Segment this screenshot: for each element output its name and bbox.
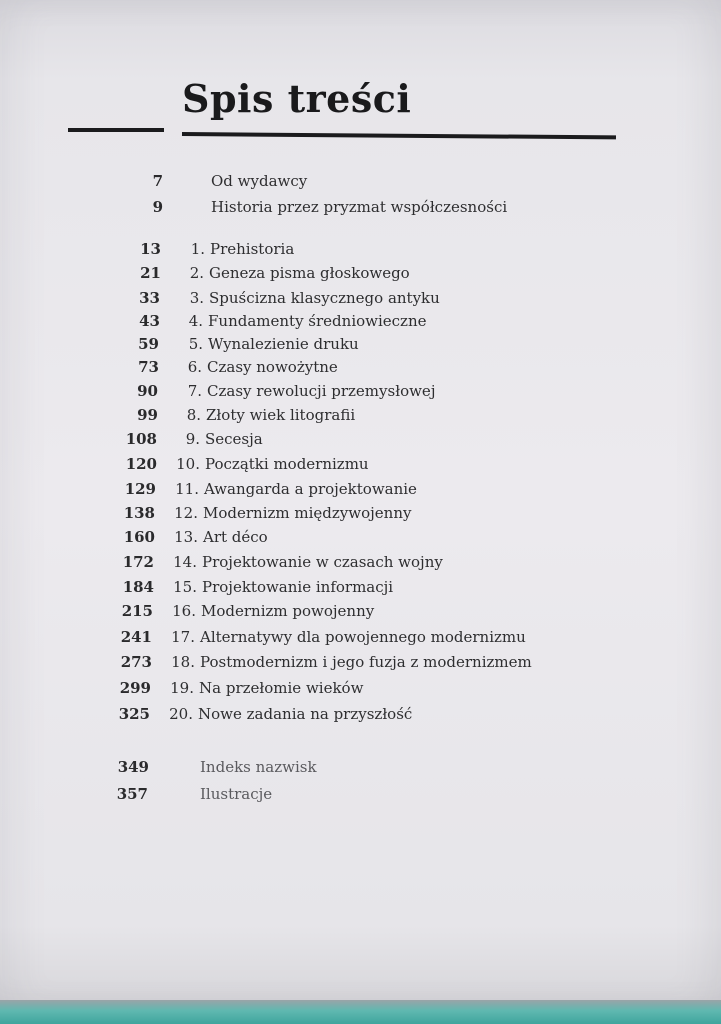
toc-entry-title: Od wydawcy: [211, 172, 308, 190]
toc-entry-title: Początki modernizmu: [205, 455, 369, 473]
toc-page-number: 325: [118, 705, 150, 723]
toc-chapter-entry: [0, 406, 700, 430]
toc-chapter-number: 20.: [169, 705, 193, 723]
toc-backmatter-entry: [0, 785, 700, 809]
toc-chapter-entry: [0, 504, 700, 528]
toc-page-number: 138: [123, 504, 155, 522]
toc-entry-title: Modernizm powojenny: [201, 602, 375, 620]
toc-entry-title: Historia przez pryzmat współczesności: [211, 198, 508, 216]
toc-chapter-number: 18.: [171, 653, 195, 671]
toc-page-number: 215: [121, 602, 153, 620]
toc-entry-title: Projektowanie informacji: [202, 578, 394, 596]
toc-page-number: 7: [152, 172, 163, 190]
toc-page-number: 21: [140, 264, 161, 282]
toc-entry-title: Indeks nazwisk: [200, 758, 317, 776]
toc-chapter-entry: [0, 240, 700, 264]
toc-chapter-number: 14.: [173, 553, 197, 571]
toc-chapter-entry: [0, 480, 700, 504]
toc-page-number: 172: [122, 553, 154, 571]
toc-page-number: 184: [122, 578, 154, 596]
toc-entry-title: Awangarda a projektowanie: [204, 480, 417, 498]
toc-page-number: 43: [139, 312, 160, 330]
toc-chapter-entry: [0, 578, 700, 602]
toc-page-number: 108: [125, 430, 157, 448]
toc-page-number: 160: [123, 528, 155, 546]
toc-page-number: 33: [139, 289, 160, 307]
toc-entry-title: Projektowanie w czasach wojny: [202, 553, 443, 571]
toc-entry-title: Art déco: [203, 528, 268, 546]
toc-entry-title: Czasy rewolucji przemysłowej: [207, 382, 436, 400]
toc-intro-entry: [0, 198, 700, 222]
toc-intro-entry: [0, 172, 700, 196]
toc-entry-title: Secesja: [205, 430, 263, 448]
toc-entry-title: Złoty wiek litografii: [206, 406, 356, 424]
toc-chapter-number: 17.: [171, 628, 195, 646]
toc-chapter-number: 3.: [189, 289, 204, 307]
toc-chapter-number: 5.: [188, 335, 203, 353]
toc-chapter-number: 6.: [187, 358, 202, 376]
toc-entry-title: Wynalezienie druku: [208, 335, 359, 353]
toc-chapter-number: 9.: [185, 430, 200, 448]
title-rule-left: [68, 128, 164, 132]
toc-entry-title: Czasy nowożytne: [207, 358, 338, 376]
toc-chapter-number: 1.: [190, 240, 205, 258]
toc-chapter-entry: [0, 705, 700, 729]
toc-entry-title: Geneza pisma głoskowego: [209, 264, 410, 282]
toc-chapter-entry: [0, 312, 700, 336]
toc-page-number: 73: [138, 358, 159, 376]
toc-chapter-entry: [0, 264, 700, 288]
toc-chapter-number: 16.: [172, 602, 196, 620]
toc-page-number: 9: [152, 198, 163, 216]
toc-chapter-number: 8.: [186, 406, 201, 424]
toc-chapter-entry: [0, 335, 700, 359]
toc-chapter-entry: [0, 628, 700, 652]
toc-chapter-number: 10.: [176, 455, 200, 473]
toc-page-number: 241: [120, 628, 152, 646]
toc-chapter-entry: [0, 382, 700, 406]
toc-chapter-entry: [0, 553, 700, 577]
toc-entry-title: Nowe zadania na przyszłość: [198, 705, 413, 723]
toc-chapter-entry: [0, 653, 700, 677]
toc-page-number: 349: [117, 758, 149, 776]
toc-page-number: 129: [124, 480, 156, 498]
toc-chapter-number: 4.: [188, 312, 203, 330]
toc-page-number: 59: [138, 335, 159, 353]
toc-chapter-entry: [0, 430, 700, 454]
toc-chapter-number: 2.: [189, 264, 204, 282]
page-title: Spis treści: [182, 76, 412, 121]
background-edge-bottom: [0, 1000, 721, 1024]
toc-page-number: 99: [137, 406, 158, 424]
toc-chapter-number: 13.: [174, 528, 198, 546]
toc-entry-title: Na przełomie wieków: [199, 679, 364, 697]
toc-chapter-entry: [0, 602, 700, 626]
toc-entry-title: Modernizm międzywojenny: [203, 504, 412, 522]
toc-backmatter-entry: [0, 758, 700, 782]
toc-page-number: 273: [120, 653, 152, 671]
toc-chapter-number: 12.: [174, 504, 198, 522]
toc-entry-title: Alternatywy dla powojennego modernizmu: [200, 628, 526, 646]
title-rule-right: [182, 132, 616, 139]
toc-chapter-number: 19.: [170, 679, 194, 697]
toc-entry-title: Prehistoria: [210, 240, 295, 258]
toc-chapter-number: 7.: [187, 382, 202, 400]
toc-page-number: 90: [137, 382, 158, 400]
toc-chapter-number: 11.: [175, 480, 199, 498]
toc-chapter-entry: [0, 679, 700, 703]
toc-chapter-number: 15.: [173, 578, 197, 596]
toc-page-number: 120: [125, 455, 157, 473]
toc-entry-title: Spuścizna klasycznego antyku: [209, 289, 440, 307]
toc-page-number: 13: [140, 240, 161, 258]
toc-chapter-entry: [0, 528, 700, 552]
toc-entry-title: Ilustracje: [200, 785, 273, 803]
toc-entry-title: Fundamenty średniowieczne: [208, 312, 427, 330]
toc-page-number: 299: [119, 679, 151, 697]
toc-chapter-entry: [0, 358, 700, 382]
toc-chapter-entry: [0, 289, 700, 313]
toc-page-number: 357: [116, 785, 148, 803]
toc-chapter-entry: [0, 455, 700, 479]
toc-entry-title: Postmodernizm i jego fuzja z modernizmem: [200, 653, 532, 671]
